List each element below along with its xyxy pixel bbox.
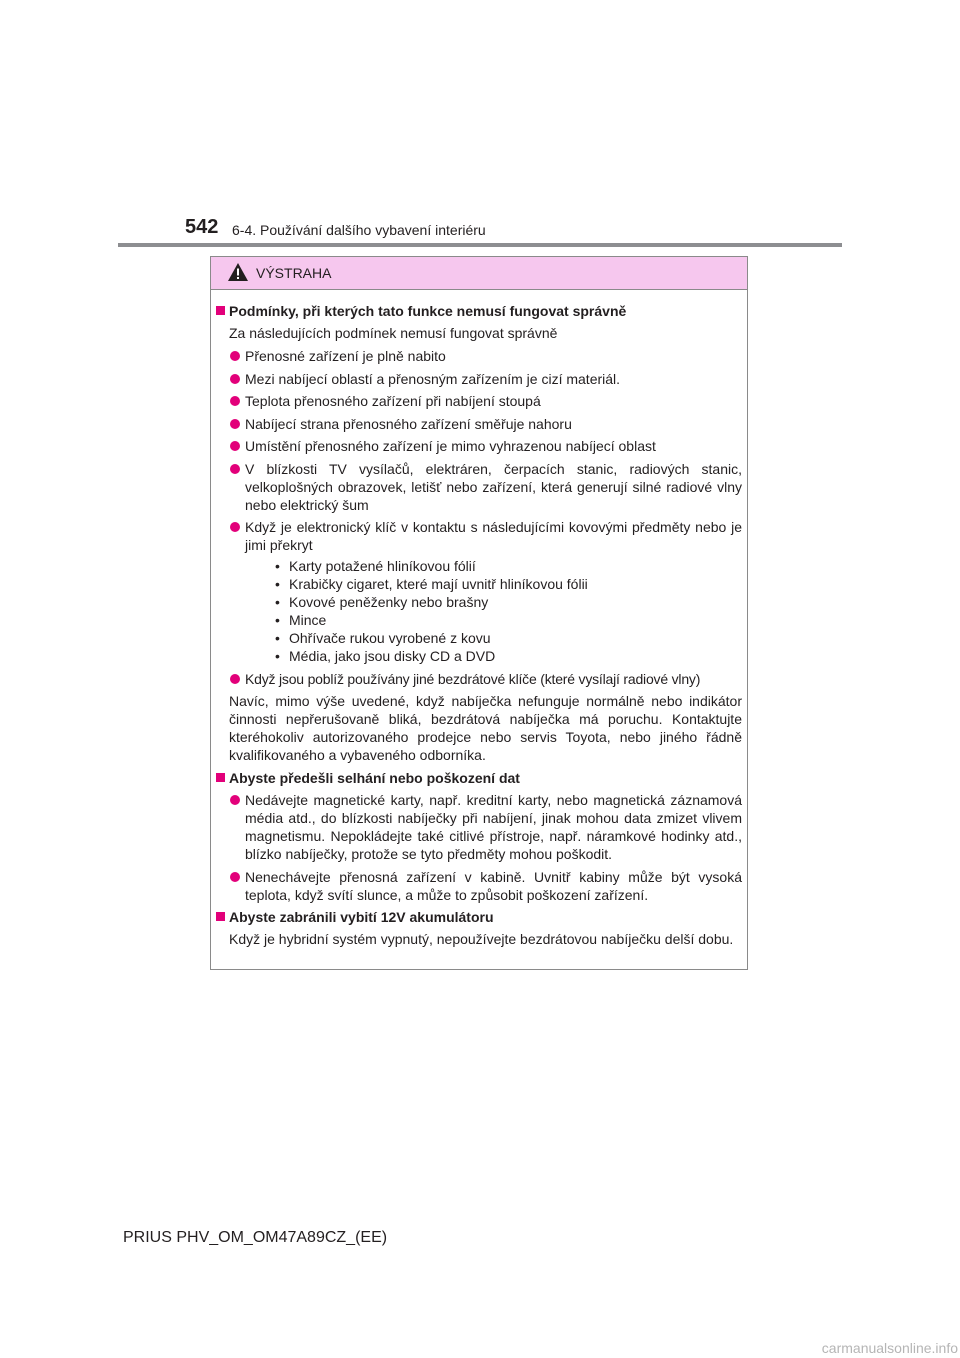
square-bullet-icon <box>216 773 225 782</box>
list-item <box>229 370 742 388</box>
section-heading <box>216 908 742 926</box>
section-heading-text: Abyste předešli selhání nebo poškození dat <box>229 770 520 786</box>
list-item-text: V blízkosti TV vysílačů, elektráren, čerpacích stanic, radiových stanic, velkoplošných obrazovek, letišť nebo zařízení, která generují silné radiové vlny nebo elektrický šum <box>245 460 742 513</box>
sub-list-item: • Kovové peněženky nebo brašny <box>275 593 742 611</box>
square-bullet-icon <box>216 306 225 315</box>
list-item <box>229 415 742 433</box>
list-item-text: Nedávejte magnetické karty, např. kreditní karty, nebo magnetická záznamová média atd., do blízkosti nabíječky při nabíjení, jinak mohou data zmizet vlivem magnetismu. Nepokládejte také citlivé přístroje, např. náramkové hodinky atd., blízko nabíječky, protože se tyto předměty mohou poškodit. <box>245 792 742 862</box>
circle-bullet-icon <box>230 351 240 361</box>
bullet-list <box>216 347 742 688</box>
list-item-text: Když jsou poblíž používány jiné bezdrátové klíče (které vysílají radiové vlny) <box>245 670 701 687</box>
section-heading <box>216 769 742 787</box>
list-item-text: Přenosné zařízení je plně nabito <box>245 348 446 364</box>
circle-bullet-icon <box>230 441 240 451</box>
warning-box <box>210 256 748 970</box>
list-item-text: Nenechávejte přenosná zařízení v kabině. Uvnitř kabiny může být vysoká teplota, když svítí slunce, a může to způsobit poškození zařízení. <box>245 868 742 903</box>
list-item-text: Umístění přenosného zařízení je mimo vyhrazenou nabíjecí oblast <box>245 438 656 454</box>
list-item-text: Když je elektronický klíč v kontaktu s následujícími kovovými předměty nebo je jimi překryt <box>245 519 742 553</box>
warning-triangle-icon <box>227 262 249 282</box>
square-bullet-icon <box>216 912 225 921</box>
list-item <box>229 670 742 688</box>
list-item <box>229 868 742 904</box>
list-item-text: Nabíjecí strana přenosného zařízení směřuje nahoru <box>245 415 572 432</box>
list-item <box>229 791 742 863</box>
circle-bullet-icon <box>230 522 240 532</box>
warning-header <box>211 257 747 290</box>
section-heading-text: Podmínky, při kterých tato funkce nemusí fungovat správně <box>229 303 627 319</box>
circle-bullet-icon <box>230 674 240 684</box>
warning-body <box>211 290 747 948</box>
page-number: 542 <box>185 216 219 238</box>
circle-bullet-icon <box>230 419 240 429</box>
circle-bullet-icon <box>230 374 240 384</box>
list-item <box>229 460 742 514</box>
section-outro: Navíc, mimo výše uvedené, když nabíječka nefunguje normálně nebo indikátor činnosti nepřerušovaně bliká, bezdrátová nabíječka má poruchu. Kontaktujte kteréhokoliv autorizovaného prodejce nebo servis Toyota, nebo jiného řádně kvalifikovaného a vybaveného odborníka. <box>229 693 742 763</box>
list-item <box>229 518 742 665</box>
section-heading-text: Abyste zabránili vybití 12V akumulátoru <box>229 909 494 925</box>
list-item <box>229 347 742 365</box>
sub-list-item: • Mince <box>275 611 742 629</box>
sub-list-item: • Krabičky cigaret, které mají uvnitř hliníkovou fólii <box>275 575 742 593</box>
watermark: carmanualsonline.info <box>821 1340 958 1356</box>
section-heading <box>216 302 742 320</box>
section-intro: Za následujících podmínek nemusí fungovat správně <box>229 325 558 341</box>
section-intro: Když je hybridní systém vypnutý, nepoužívejte bezdrátovou nabíječku delší dobu. <box>229 931 734 947</box>
list-item <box>229 392 742 410</box>
circle-bullet-icon <box>230 464 240 474</box>
warning-title: VÝSTRAHA <box>256 265 332 281</box>
sub-list-item: • Média, jako jsou disky CD a DVD <box>275 647 742 665</box>
list-item <box>229 437 742 455</box>
list-item-text: Teplota přenosného zařízení při nabíjení stoupá <box>245 393 541 409</box>
running-title: 6-4. Používání dalšího vybavení interiéru <box>232 222 486 238</box>
circle-bullet-icon <box>230 872 240 882</box>
list-item-text: Mezi nabíjecí oblastí a přenosným zařízením je cizí materiál. <box>245 370 621 387</box>
sub-list-item: • Ohřívače rukou vyrobené z kovu <box>275 629 742 647</box>
document-code: PRIUS PHV_OM_OM47A89CZ_(EE) <box>123 1229 388 1246</box>
sub-list <box>245 557 742 665</box>
circle-bullet-icon <box>230 396 240 406</box>
bullet-list <box>216 791 742 904</box>
circle-bullet-icon <box>230 795 240 805</box>
header-rule <box>118 243 842 247</box>
sub-list-item: • Karty potažené hliníkovou fólií <box>275 557 742 575</box>
